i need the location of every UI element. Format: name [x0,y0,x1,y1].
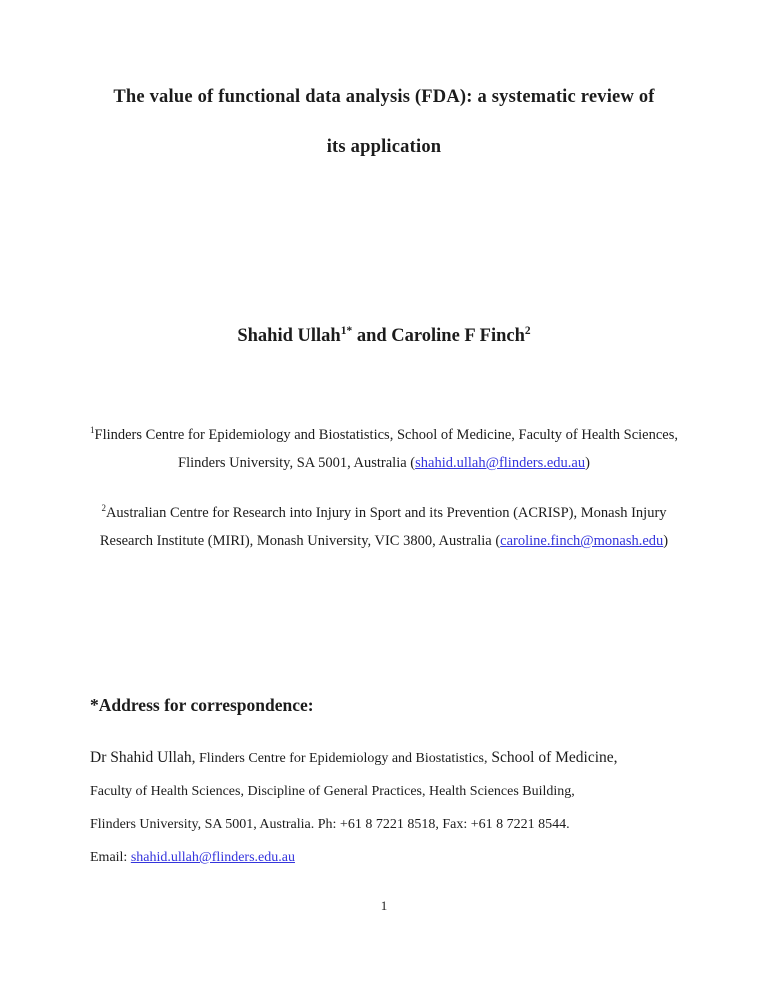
correspondence-line-1 [90,749,678,768]
paper-title-line-1: The value of functional data analysis (FDA): a systematic review of [113,87,655,107]
affiliation-2-superscript: 2 [101,503,106,514]
affiliation-1-text-3: ) [585,455,590,471]
affiliation-2-line-2 [90,533,678,550]
page-number: 1 [380,898,388,913]
affiliation-1-line-2 [90,455,678,472]
affiliation-2-line-1 [90,505,678,522]
correspondence-name: Dr Shahid Ullah, [90,749,196,766]
correspondence-line-3: Flinders University, SA 5001, Australia. Ph: +61 8 7221 8518, Fax: +61 8 7221 8544. [90,817,570,832]
affiliation-1-line-1 [90,427,678,444]
correspondence-heading: *Address for correspondence: [90,695,314,715]
affiliation-1-superscript: 1 [90,425,95,436]
affiliation-1-text-2: Flinders University, SA 5001, Australia ( [178,455,416,471]
author-1-superscript: 1* [340,324,353,337]
author-2-name: Caroline F Finch [391,326,525,346]
affiliation-2-text: Australian Centre for Research into Injury in Sport and its Prevention (ACRISP), Monash Injury [105,505,667,521]
correspondence-line-2: Faculty of Health Sciences, Discipline of General Practices, Health Sciences Building, [90,784,575,799]
correspondence-school: School of Medicine, [487,749,618,766]
affiliation-2-email-link[interactable]: caroline.finch@monash.edu [500,533,664,549]
affiliation-2-text-3: ) [663,533,669,549]
correspondence-line-4 [90,850,678,867]
affiliation-1-email-link[interactable]: shahid.ullah@flinders.edu.au [415,455,586,471]
affiliation-2-text-2: Research Institute (MIRI), Monash University, VIC 3800, Australia ( [99,533,501,549]
affiliation-1-text: Flinders Centre for Epidemiology and Biostatistics, School of Medicine, Faculty of Health Sciences, [94,427,679,443]
correspondence-email-link[interactable]: shahid.ullah@flinders.edu.au [130,850,295,865]
authors-line [90,326,678,348]
author-1-name: Shahid Ullah [237,326,341,346]
correspondence-email-label: Email: [90,850,131,865]
author-2-superscript: 2 [524,324,531,337]
paper-title-line-2: its application [326,137,442,157]
correspondence-centre: Flinders Centre for Epidemiology and Biostatistics, [195,751,488,766]
authors-connector: and [352,326,392,346]
